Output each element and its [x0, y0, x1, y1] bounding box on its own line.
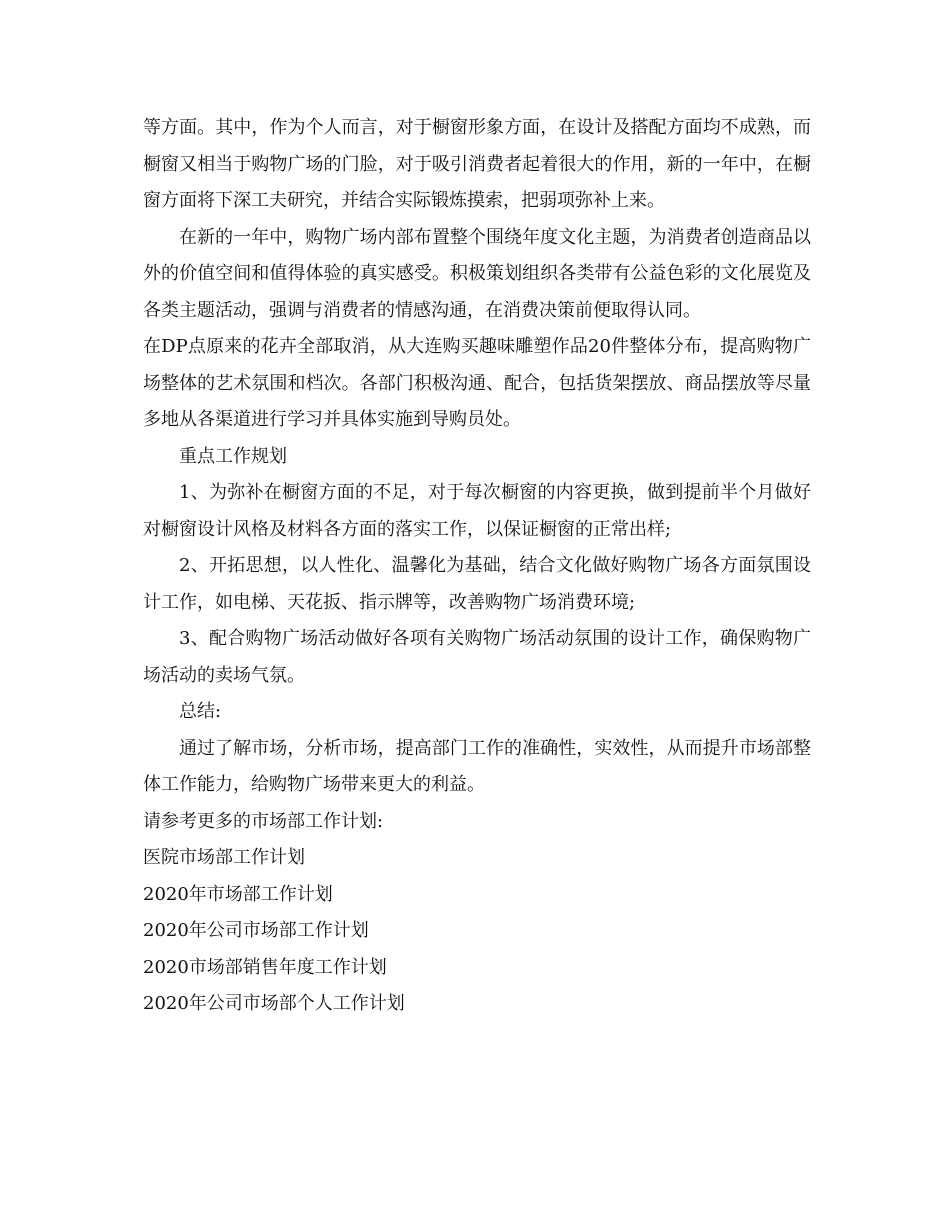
related-link-item	[143, 877, 811, 914]
related-link-2020-market[interactable]: 2020年市场部工作计划	[143, 883, 333, 905]
related-link-item	[143, 913, 811, 950]
related-link-2020-company-personal[interactable]: 2020年公司市场部个人工作计划	[143, 993, 405, 1014]
paragraph-dp-point: 在DP点原来的花卉全部取消，从大连购买趣味雕塑作品20件整体分布，提高购物广场整体的艺术氛围和档次。各部门积极沟通、配合，包括货架摆放、商品摆放等尽量多地从各渠道进行学习并具体实施到导购员处。	[143, 336, 811, 430]
summary-text: 通过了解市场，分析市场，提高部门工作的准确性，实效性，从而提升市场部整体工作能力，给购物广场带来更大的利益。	[143, 737, 811, 795]
plan-heading: 重点工作规划	[179, 445, 287, 467]
related-link-hospital[interactable]: 医院市场部工作计划	[143, 847, 305, 868]
document-page	[143, 110, 811, 1023]
summary-heading: 总结:	[179, 701, 222, 722]
plan-item-1: 1、为弥补在橱窗方面的不足，对于每次橱窗的内容更换，做到提前半个月做好对橱窗设计风格及材料各方面的落实工作，以保证橱窗的正常出样;	[143, 482, 811, 540]
paragraph-window-image: 等方面。其中，作为个人而言，对于橱窗形象方面，在设计及搭配方面均不成熟，而橱窗又相当于购物广场的门脸，对于吸引消费者起着很大的作用，新的一年中，在橱窗方面将下深工夫研究，并结合实际锻炼摸索，把弱项弥补上来。	[143, 117, 811, 211]
related-link-2020-company-market[interactable]: 2020年公司市场部工作计划	[143, 920, 369, 941]
related-link-item	[143, 986, 811, 1023]
related-links-list	[143, 840, 811, 1023]
plan-item-3: 3、配合购物广场活动做好各项有关购物广场活动氛围的设计工作，确保购物广场活动的卖场气氛。	[143, 628, 811, 686]
related-link-2020-sales-annual[interactable]: 2020市场部销售年度工作计划	[143, 956, 387, 978]
related-link-item	[143, 950, 811, 987]
paragraph-culture-theme: 在新的一年中，购物广场内部布置整个围绕年度文化主题，为消费者创造商品以外的价值空间和值得体验的真实感受。积极策划组织各类带有公益色彩的文化展览及各类主题活动，强调与消费者的情感沟通，在消费决策前便取得认同。	[143, 226, 811, 321]
plan-item-2: 2、开拓思想，以人性化、温馨化为基础，结合文化做好购物广场各方面氛围设计工作，如电梯、天花扳、指示牌等，改善购物广场消费环境;	[143, 555, 811, 613]
more-plans-label: 请参考更多的市场部工作计划:	[143, 810, 384, 832]
related-link-item	[143, 840, 811, 877]
